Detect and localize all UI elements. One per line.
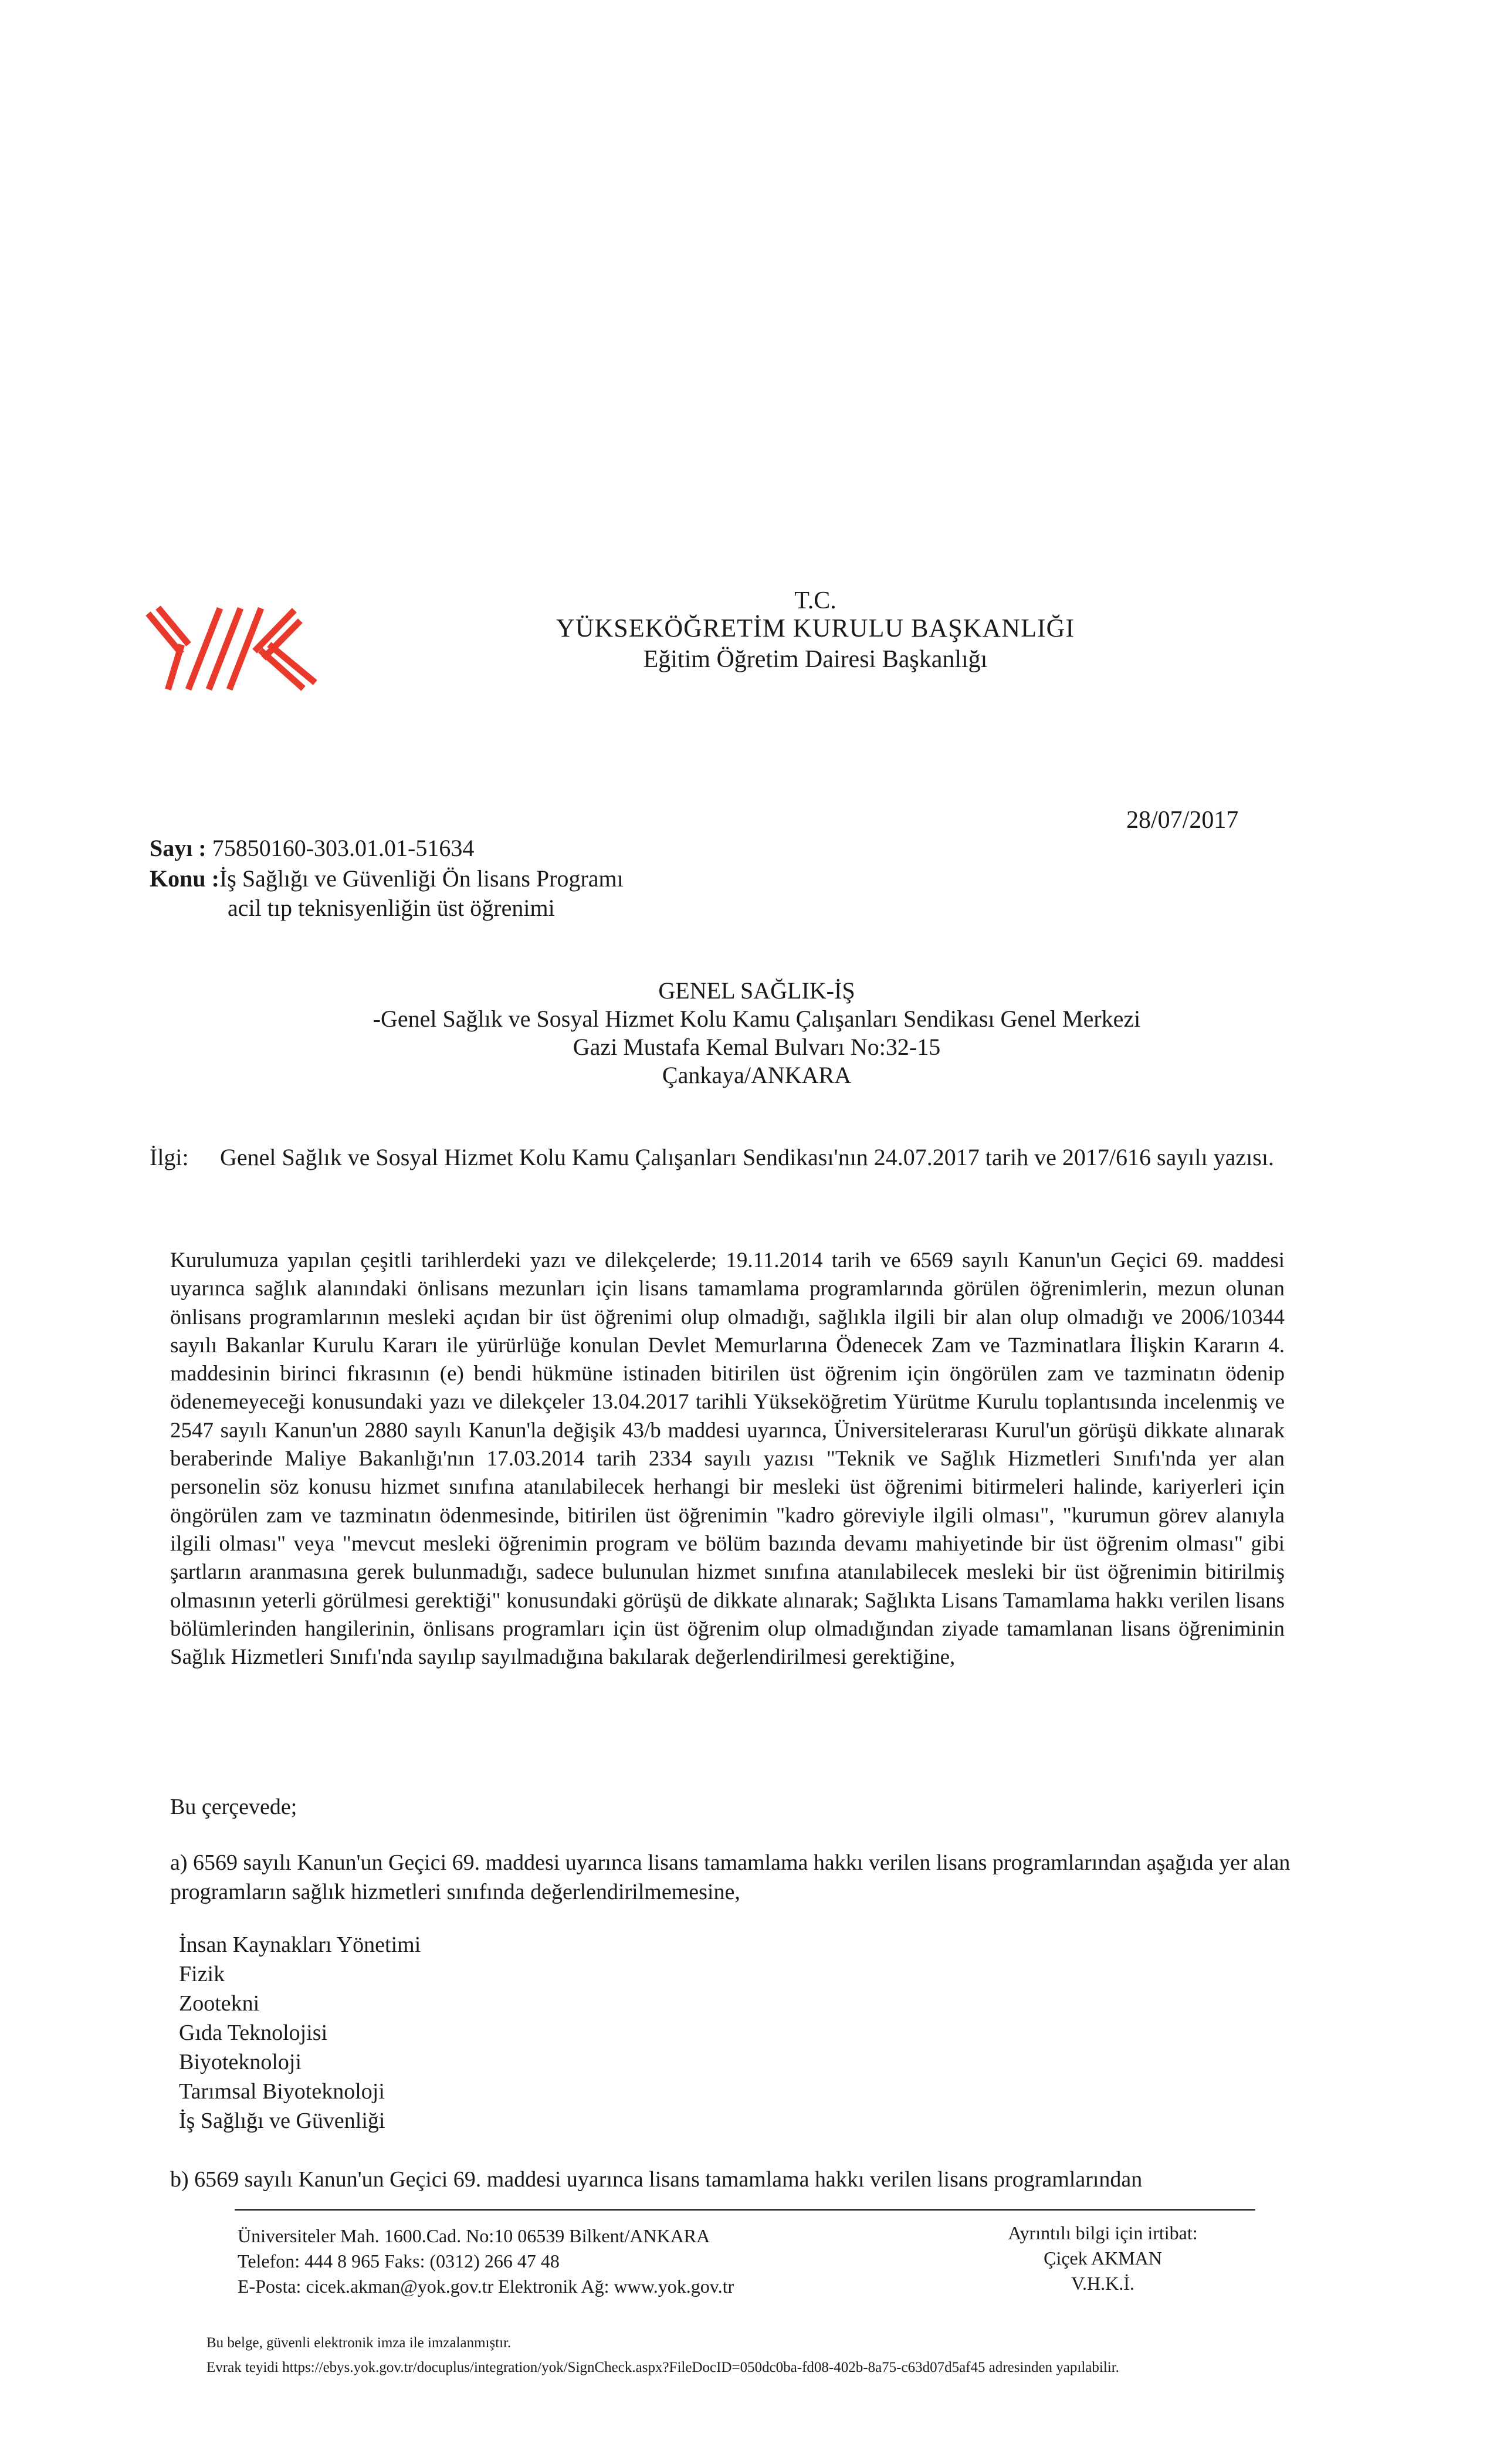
list-item: Tarımsal Biyoteknoloji	[179, 2079, 385, 2104]
recipient-block	[276, 977, 1238, 1089]
konu-line2: acil tıp teknisyenliğin üst öğrenimi	[228, 895, 555, 921]
footer-contact-block	[997, 2221, 1208, 2296]
list-item: İnsan Kaynakları Yönetimi	[179, 1932, 421, 1957]
recipient-org: -Genel Sağlık ve Sosyal Hizmet Kolu Kamu Çalışanları Sendikası Genel Merkezi	[372, 1006, 1141, 1032]
document-date: 28/07/2017	[1126, 807, 1239, 834]
contact-name: Çiçek AKMAN	[1044, 2248, 1162, 2269]
sayi-line	[150, 834, 474, 862]
recipient-city: Çankaya/ANKARA	[662, 1062, 852, 1088]
header-department: Eğitim Öğretim Dairesi Başkanlığı	[643, 646, 988, 673]
paragraph-a: a) 6569 sayılı Kanun'un Geçici 69. maddesi uyarınca lisans tamamlama hakkı verilen lisans programlarından aşağıda yer alan programların sağlık hizmetleri sınıfında değerlendirilmemesine,	[170, 1850, 1291, 1904]
verification-note: Evrak teyidi https://ebys.yok.gov.tr/docuplus/integration/yok/SignCheck.aspx?FileDocID=050dc0ba-fd08-402b-8a75-c63d07d5af45 adresinden yapılabilir.	[206, 2360, 1119, 2375]
paragraph-b: b) 6569 sayılı Kanun'un Geçici 69. maddesi uyarınca lisans tamamlama hakkı verilen lisans programlarından	[170, 2167, 1143, 2192]
sayi-value: 75850160-303.01.01-51634	[212, 835, 475, 861]
konu-line1: İş Sağlığı ve Güvenliği Ön lisans Programı	[219, 865, 624, 892]
recipient-name: GENEL SAĞLIK-İŞ	[658, 977, 855, 1004]
list-item: Zootekni	[179, 1991, 260, 2016]
ilgi-text: Genel Sağlık ve Sosyal Hizmet Kolu Kamu Çalışanları Sendikası'nın 24.07.2017 tarih ve 2017/616 sayılı yazısı.	[220, 1144, 1274, 1170]
cerceve-text: Bu çerçevede;	[170, 1795, 297, 1819]
header-institution: YÜKSEKÖĞRETİM KURULU BAŞKANLIĞI	[556, 614, 1075, 642]
signature-note: Bu belge, güvenli elektronik imza ile imzalanmıştır.	[206, 2335, 512, 2351]
konu-line	[150, 865, 624, 893]
footer-phone: Telefon: 444 8 965 Faks: (0312) 266 47 48	[238, 2250, 560, 2272]
list-item: Fizik	[179, 1962, 225, 1986]
footer-divider	[235, 2209, 1255, 2211]
konu-label: Konu :	[150, 865, 219, 892]
sayi-label: Sayı :	[150, 835, 206, 861]
list-item: Gıda Teknolojisi	[179, 2020, 328, 2045]
body-paragraph: Kurulumuza yapılan çeşitli tarihlerdeki yazı ve dilekçelerde; 19.11.2014 tarih ve 6569 sayılı Kanun'un Geçici 69. maddesi uyarınca sağlık alanındaki önlisans mezunları için lisans tamamlama programlarında görülen öğrenimlerin, mezun olunan önlisans programlarının mesleki açıdan bir üst öğrenimi olup olmadığı, sağlıkla ilgili bir alan olup olmadığı ve 2006/10344 sayılı Bakanlar Kurulu Kararı ile yürürlüğe konulan Devlet Memurlarına Ödenecek Zam ve Tazminatlara İlişkin Kararın 4. maddesinin birinci fıkrasının (e) bendi hükmüne istinaden bitirilen üst öğrenim için öngörülen zam ve tazminatın ödenip ödenemeyeceği konusundaki yazı ve dilekçeler 13.04.2017 tarihli Yükseköğretim Yürütme Kurulu toplantısında incelenmiş ve 2547 sayılı Kanun'un 2880 sayılı Kanun'la değişik 43/b maddesi uyarınca, Üniversitelerarası Kurul'un görüşü dikkate alınarak beraberinde Maliye Bakanlığı'nın 17.03.2014 tarih 2334 sayılı yazısı "Teknik ve Sağlık Hizmetleri Sınıfı'nda yer alan personelin söz konusu hizmet sınıfına atanılabilecek herhangi bir mesleki üst öğrenimi bitirmeleri halinde, kariyerleri için öngörülen zam ve tazminatın ödenmesinde, bitirilen üst öğrenimin "kadro göreviyle ilgili olması", "kurumun görev alanıyla ilgili olması" veya "mevcut mesleki öğrenimin program ve bölüm bazında devamı mahiyetinde bir üst öğrenim olması" gibi şartların aranmasına gerek bulunmadığı, sadece bulunulan hizmet sınıfına atanılabilecek mesleki bir üst öğrenimin bitirilmiş olmasının yeterli görülmesi gerektiği" konusundaki görüşü de dikkate alınarak; Sağlıkta Lisans Tamamlama hakkı verilen lisans bölümlerinden hangilerinin, önlisans programları için üst öğrenim olup olmadığından ziyade tamamlanan lisans öğreniminin Sağlık Hizmetleri Sınıfı'nda sayılıp sayılmadığına bakılarak değerlendirilmesi gerektiğine,	[170, 1248, 1285, 1670]
footer-address: Üniversiteler Mah. 1600.Cad. No:10 06539 Bilkent/ANKARA	[238, 2225, 710, 2246]
yok-logo	[145, 605, 345, 693]
footer-address-block	[238, 2223, 734, 2299]
ilgi-label: İlgi:	[150, 1144, 189, 1170]
recipient-street: Gazi Mustafa Kemal Bulvarı No:32-15	[573, 1034, 941, 1060]
ilgi-block	[150, 1141, 1311, 1174]
list-item: İş Sağlığı ve Güvenliği	[179, 2108, 385, 2133]
contact-title: Ayrıntılı bilgi için irtibat:	[1008, 2222, 1198, 2243]
program-list	[179, 1930, 421, 2135]
header-tc: T.C.	[794, 587, 836, 614]
list-item: Biyoteknoloji	[179, 2050, 302, 2074]
contact-role: V.H.K.İ.	[1071, 2273, 1134, 2294]
footer-email: E-Posta: cicek.akman@yok.gov.tr Elektronik Ağ: www.yok.gov.tr	[238, 2276, 734, 2297]
